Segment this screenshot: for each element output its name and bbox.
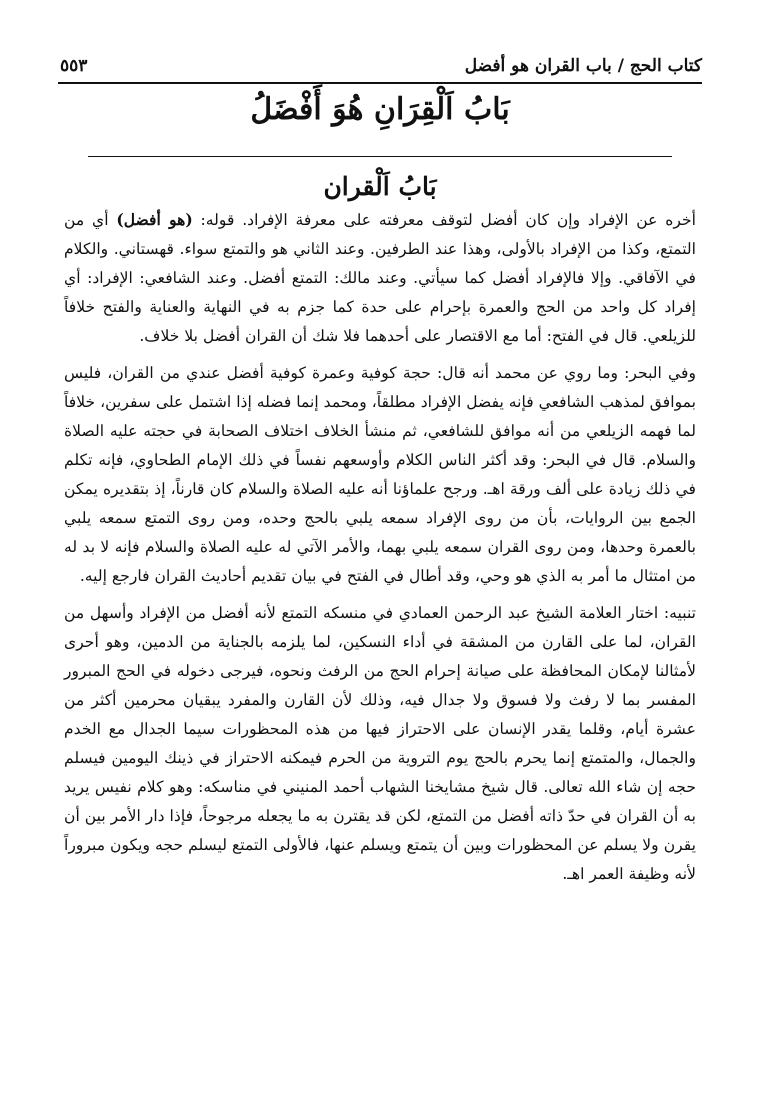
page-number: ٥٥٣ (60, 56, 88, 76)
chapter-title: بَابُ اَلْقِرَانِ هُوَ أَفْضَلُ (250, 92, 510, 127)
paragraph-2: وفي البحر: وما روي عن محمد أنه قال: حجة كوفية وعمرة كوفية أفضل عندي من القران، فليس بموافق لمذهب الشافعي فإنه يفضل الإفراد مطلقاً، ومحمد إنما فضله إذا اشتمل على سفرين، خلافاً لما فهمه الزيلعي من أنه موافق للشافعي، ثم منشأ الخلاف اختلاف الصحابة في حجته عليه الصلاة والسلام. قال في البحر: وقد أكثر الناس الكلام وأوسعهم نفساً في ذلك الإمام الطحاوي، فإنه تكلم في ذلك زيادة على ألف ورقة اهـ. ورجح علماؤنا أنه عليه الصلاة والسلام كان قارناً، إذ بتقديره يمكن الجمع بين الروايات، بأن من روى الإفراد سمعه يلبي بالحج وحده، ومن روى التمتع سمعه يلبي بالعمرة وحدها، ومن روى القران سمعه يلبي بهما، والأمر الآتي له عليه الصلاة والسلام فإنه لا بد له من امتثال ما أمر به الذي هو وحي، وقد أطال في الفتح في بيان تقديم أحاديث القران فارجع إليه. (64, 364, 696, 585)
bold-term: (هو أفضل) (116, 210, 193, 229)
section-title: بَابُ اَلْقران (323, 172, 437, 201)
paragraph-1-lead: أخره عن الإفراد وإن كان أفضل لتوقف معرفته على معرفة الإفراد. قوله: (192, 211, 696, 229)
paragraph-3: تنبيه: اختار العلامة الشيخ عبد الرحمن العمادي في منسكه التمتع لأنه أفضل من الإفراد وأسهل من القران، لما على القارن من المشقة في أداء النسكين، لما يلزمه بالجناية من الدمين، وهو أحرى لأمثالنا لإمكان المحافظة على صيانة إحرام الحج من الرفث ونحوه، فيرجى دخوله في الحج المبرور المفسر بما لا رفث ولا فسوق ولا جدال فيه، وذلك لأن القارن والمفرد يبقيان محرمين أكثر من عشرة أيام، وقلما يقدر الإنسان على الاحتراز فيها من هذه المحظورات سيما الجدال مع الخدم والجمال، والمتمتع إنما يحرم بالحج يوم التروية من الحرم فيمكنه الاحتراز في ذينك اليومين فيسلم حجه إن شاء الله تعالى. قال شيخ مشايخنا الشهاب أحمد المنيني في مناسكه: وهو كلام نفيس يريد به أن القران في حدّ ذاته أفضل من التمتع، لكن قد يقترن به ما يجعله مرجوحاً، فإذا دار الأمر بين أن يقرن ولا يسلم عن المحظورات وبين أن يتمتع ويسلم عنها، فالأولى التمتع ليسلم حجه ويكون مبروراً لأنه وظيفة العمر اهـ. (64, 604, 696, 883)
body-text (64, 205, 696, 897)
paragraph-1 (64, 205, 696, 351)
title-divider (88, 156, 672, 157)
paragraph-1-rest: أي من التمتع، وكذا من الإفراد بالأولى، وهذا عند الطرفين. وعند الثاني هو والتمتع سواء. قهستاني. والكلام في الآفاقي. وإلا فالإفراد أفضل كما سيأتي. وعند مالك: التمتع أفضل. وعند الشافعي: الإفراد: أي إفراد كل واحد من الحج والعمرة بإحرام على حدة كما جزم به في النهاية والعناية والفتح خلافاً للزيلعي. قال في الفتح: أما مع الاقتصار على أحدهما فلا شك أن القران أفضل بلا خلاف. (64, 211, 696, 345)
running-header (58, 52, 702, 84)
header-title: كتاب الحج / باب القران هو أفضل (464, 56, 702, 76)
